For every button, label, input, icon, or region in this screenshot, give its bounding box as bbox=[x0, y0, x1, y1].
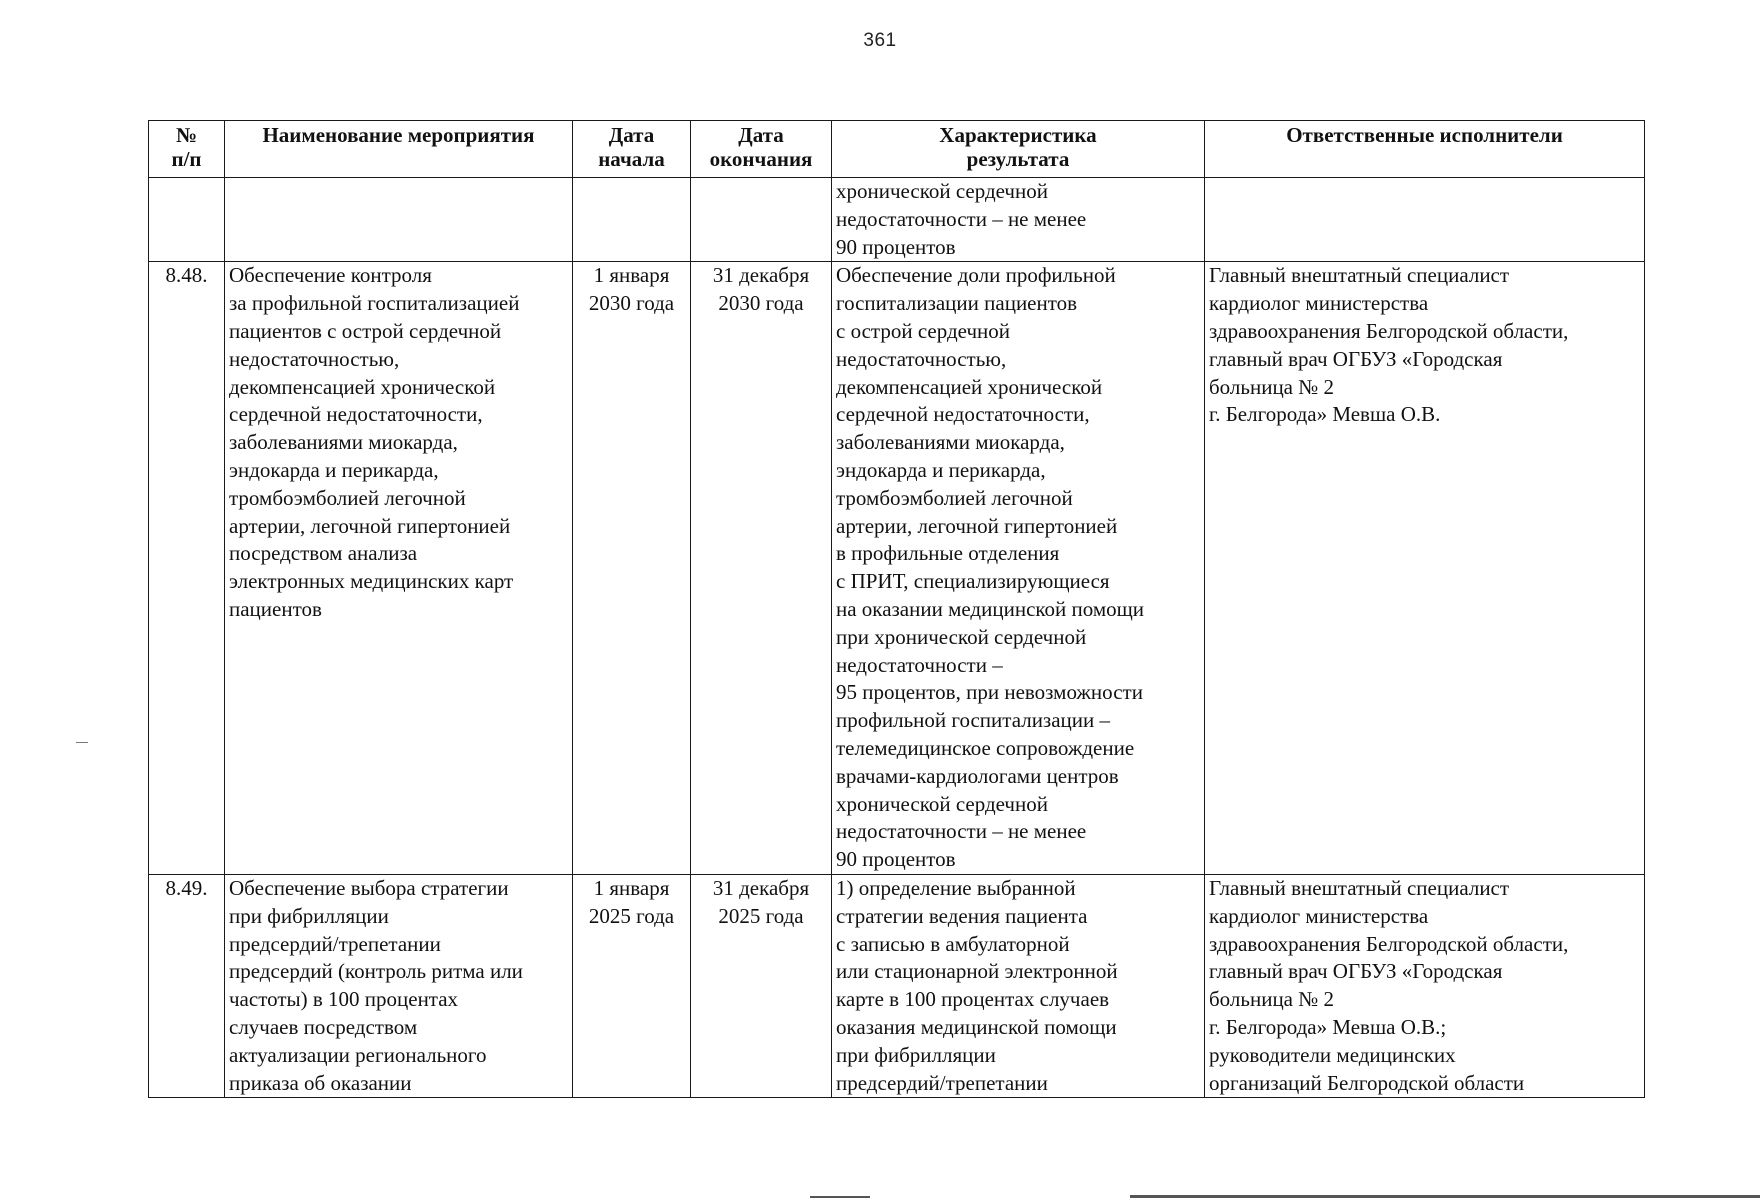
responsible-parties bbox=[1205, 178, 1645, 262]
table-header bbox=[149, 121, 1645, 178]
start-date bbox=[573, 178, 691, 262]
start-date: 1 января 2025 года bbox=[573, 874, 691, 1097]
row-number: 8.49. bbox=[149, 874, 225, 1097]
table-row bbox=[149, 262, 1645, 875]
result-description: Обеспечение доли профильной госпитализации пациентов с острой сердечной недостаточностью, декомпенсацией хронической сердечной недостаточности, заболеваниями миокарда, эндокарда и перикарда, тромбоэмболией легочной артерии, легочной гипертонией в профильные отделения с ПРИТ, специализирующиеся на оказании медицинской помощи при хронической сердечной недостаточности – 95 процентов, при невозможности профильной госпитализации – телемедицинское сопровождение врачами-кардиологами центров хронической сердечной недостаточности – не менее 90 процентов bbox=[832, 262, 1205, 875]
result-description: хронической сердечной недостаточности – не менее 90 процентов bbox=[832, 178, 1205, 262]
row-number: 8.48. bbox=[149, 262, 225, 875]
header-result: Характеристика результата bbox=[832, 121, 1205, 178]
scan-edge-line bbox=[810, 1196, 870, 1198]
responsible-parties: Главный внештатный специалист кардиолог министерства здравоохранения Белгородской области, главный врач ОГБУЗ «Городская больница № 2 г. Белгорода» Мевша О.В. bbox=[1205, 262, 1645, 875]
activity-name: Обеспечение контроля за профильной госпитализацией пациентов с острой сердечной недостаточностью, декомпенсацией хронической сердечной недостаточности, заболеваниями миокарда, эндокарда и перикарда, тромбоэмболией легочной артерии, легочной гипертонией посредством анализа электронных медицинских карт пациентов bbox=[225, 262, 573, 875]
header-responsible: Ответственные исполнители bbox=[1205, 121, 1645, 178]
header-end-date: Дата окончания bbox=[691, 121, 832, 178]
end-date: 31 декабря 2030 года bbox=[691, 262, 832, 875]
end-date bbox=[691, 178, 832, 262]
result-description: 1) определение выбранной стратегии ведения пациента с записью в амбулаторной или стационарной электронной карте в 100 процентах случаев оказания медицинской помощи при фибрилляции предсердий/трепетании bbox=[832, 874, 1205, 1097]
header-activity-name: Наименование мероприятия bbox=[225, 121, 573, 178]
header-start-date: Дата начала bbox=[573, 121, 691, 178]
activity-name bbox=[225, 178, 573, 262]
responsible-parties: Главный внештатный специалист кардиолог министерства здравоохранения Белгородской области, главный врач ОГБУЗ «Городская больница № 2 г. Белгорода» Мевша О.В.; руководители медицинских организаций Белгородской области bbox=[1205, 874, 1645, 1097]
page-number: 361 bbox=[863, 30, 897, 51]
header-number: № п/п bbox=[149, 121, 225, 178]
table-row bbox=[149, 178, 1645, 262]
scan-edge-line bbox=[1130, 1195, 1760, 1198]
scan-margin-mark bbox=[76, 742, 88, 743]
end-date: 31 декабря 2025 года bbox=[691, 874, 832, 1097]
row-number bbox=[149, 178, 225, 262]
start-date: 1 января 2030 года bbox=[573, 262, 691, 875]
table-row bbox=[149, 874, 1645, 1097]
activity-name: Обеспечение выбора стратегии при фибрилляции предсердий/трепетании предсердий (контроль ритма или частоты) в 100 процентах случаев посредством актуализации регионального приказа об оказании bbox=[225, 874, 573, 1097]
activities-table bbox=[148, 120, 1645, 1098]
